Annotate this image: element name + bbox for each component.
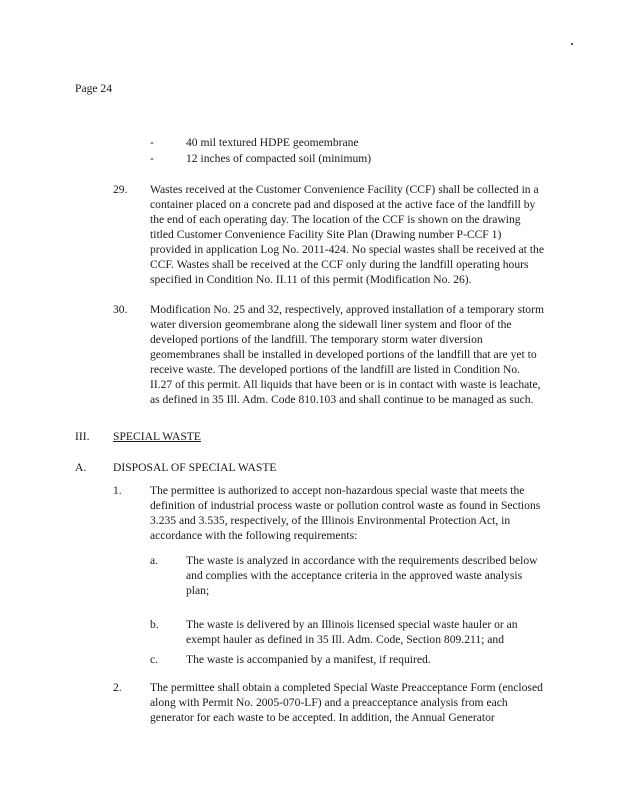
sub-item-text: The waste is delivered by an Illinois licensed special waste hauler or an exempt hauler as defined in 35 Ill. Adm. Code, Section 809.211; and	[186, 618, 518, 646]
sub-item-letter: a.	[150, 554, 159, 567]
item-number: 2.	[113, 681, 122, 694]
page-label: Page 24	[75, 82, 113, 95]
sub-item-letter: b.	[150, 618, 159, 631]
item-number: 29.	[113, 183, 128, 196]
section-title: SPECIAL WASTE	[113, 430, 201, 443]
scan-speck	[571, 43, 573, 45]
bullet-dash: -	[150, 136, 154, 149]
item-number: 1.	[113, 484, 122, 497]
sub-item-text: The waste is analyzed in accordance with the requirements described below and complies with the acceptance criteria in the approved waste analysis plan;	[186, 554, 538, 597]
subsection-title: DISPOSAL OF SPECIAL WASTE	[113, 461, 277, 474]
bullet-text: 40 mil textured HDPE geomembrane	[186, 136, 359, 149]
bullet-text: 12 inches of compacted soil (minimum)	[186, 152, 372, 165]
item-text: The permittee is authorized to accept non-hazardous special waste that meets the definition of industrial process waste or pollution control waste as found in Sections 3.235 and 3.535, respectively, of the Illinois Environmental Protection Act, in accordance with the following requirements:	[150, 484, 541, 542]
item-text: The permittee shall obtain a completed Special Waste Preacceptance Form (enclosed along with Permit No. 2005-070-LF) and a preacceptance analysis from each generator for each waste to be accepted. In addition, the Annual Generator	[150, 681, 543, 724]
item-text: Wastes received at the Customer Convenience Facility (CCF) shall be collected in a container placed on a concrete pad and disposed at the active face of the landfill by the end of each operating day. The location of the CCF is shown on the drawing titled Customer Convenience Facility Site Plan (Drawing number P-CCF 1) provided in application Log No. 2011-424. No special wastes shall be received at the CCF. Wastes shall be received at the CCF only during the landfill operating hours specified in Condition No. II.11 of this permit (Modification No. 26).	[150, 183, 544, 286]
item-number: 30.	[113, 303, 128, 316]
item-text: Modification No. 25 and 32, respectively, approved installation of a temporary storm water diversion geomembrane along the sidewall liner system and floor of the developed portions of the landfill. The temporary storm water diversion geomembranes shall be installed in developed portions of the landfill that are yet to receive waste. The developed portions of the landfill are listed in Condition No. II.27 of this permit. All liquids that have been or is in contact with waste is leachate, as defined in 35 Ill. Adm. Code 810.103 and shall continue to be managed as such.	[150, 303, 544, 406]
sub-item-letter: c.	[150, 653, 159, 666]
bullet-dash: -	[150, 152, 154, 165]
section-number: III.	[75, 430, 90, 443]
subsection-letter: A.	[75, 461, 87, 474]
sub-item-text: The waste is accompanied by a manifest, if required.	[186, 653, 431, 666]
